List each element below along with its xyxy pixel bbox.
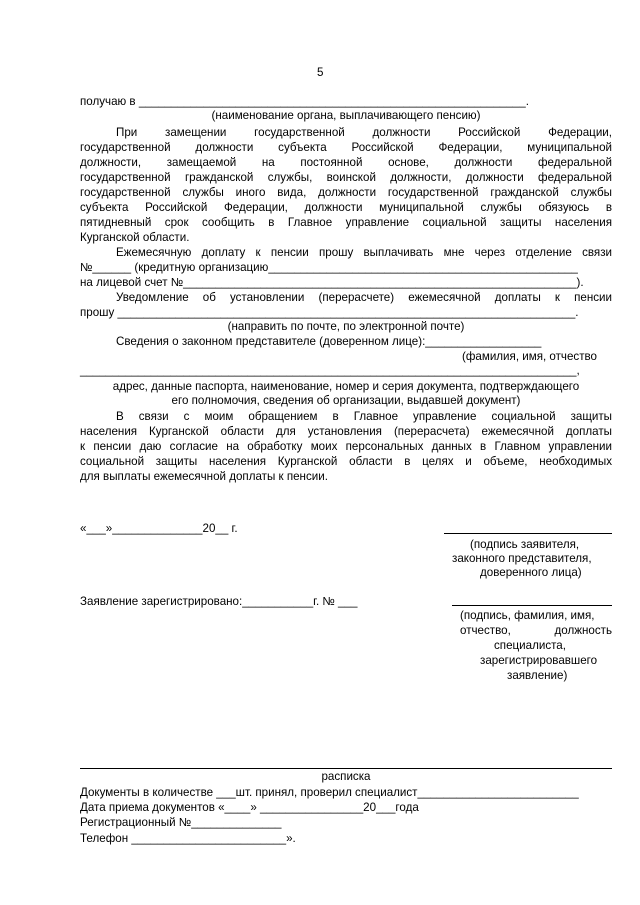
receipt-line2: Дата приема документов «____» ________________20___года	[80, 801, 419, 814]
receipt-separator	[80, 768, 612, 769]
applicant-sign-caption-2: законного представителя,	[452, 552, 592, 565]
consent-line4: социальной защиты населения Курганской области в целях и объеме, необходимых	[80, 455, 612, 468]
caption-pension-body: (наименование органа, выплачивающего пенсию)	[211, 109, 481, 122]
consent-line5: для выплаты ежемесячной доплаты к пенсии.	[80, 470, 328, 483]
specialist-sign-caption-4: зарегистрировавшего	[480, 654, 598, 667]
consent-line2: населения Курганской области для установления (перерасчета) ежемесячной доплаты	[80, 425, 612, 438]
consent-line1: В связи с моим обращением в Главное управление социальной защиты	[116, 410, 612, 423]
caption-fio: (фамилия, имя, отчество	[462, 350, 597, 363]
applicant-sign-caption-3: доверенного лица)	[480, 566, 582, 579]
receipt-title: расписка	[321, 770, 371, 783]
date-line: «___»______________20__ г.	[80, 522, 238, 535]
para1-line5: государственной службы иного вида, должности государственной гражданской службы	[80, 186, 612, 199]
para2-line1: Ежемесячную доплату к пенсии прошу выплачивать мне через отделение связи	[116, 246, 612, 259]
notify-line1: Уведомление об установлении (перерасчете) ежемесячной доплаты к пенсии	[116, 291, 612, 304]
representative-blank: _____________________________________________________________________________,	[80, 364, 580, 377]
page-number: 5	[317, 66, 324, 79]
caption-passport: адрес, данные паспорта, наименование, номер и серия документа, подтверждающего	[112, 380, 580, 393]
registered-line: Заявление зарегистрировано:___________г. № ___	[80, 595, 358, 608]
receipt-line3: Регистрационный №______________	[80, 816, 282, 829]
notify-line2: прошу _______________________________________________________________________.	[80, 306, 579, 319]
applicant-sign-caption-1: (подпись заявителя,	[470, 538, 580, 551]
para2-line3: на лицевой счет №_____________________________________________________________).	[80, 276, 584, 289]
representative-line: Сведения о законном представителе (доверенном лице):__________________	[116, 335, 542, 348]
specialist-signature-rule	[452, 605, 612, 606]
specialist-sign-caption-1: (подпись, фамилия, имя,	[460, 609, 595, 622]
para1-line7: пятидневный срок сообщить в Главное управление социальной защиты населения	[80, 216, 612, 229]
para2-line2: №______ (кредитную организацию________________________________________________	[80, 261, 578, 274]
receipt-line4: Телефон ________________________».	[80, 832, 296, 845]
specialist-sign-caption-3: специалиста,	[494, 639, 566, 652]
para1-line8: Курганской области.	[80, 231, 190, 244]
specialist-sign-caption-2: отчество, должность	[460, 624, 612, 637]
para1-line3: должности, замещаемой на постоянной основе, должности федеральной	[80, 156, 612, 169]
specialist-sign-caption-5: заявление)	[507, 669, 568, 682]
caption-delivery: (направить по почте, по электронной почте)	[227, 320, 465, 333]
receive-line: получаю в ____________________________________________________________.	[80, 95, 529, 108]
para1-line4: государственной гражданской службы, воинской должности, должности федеральной	[80, 171, 612, 184]
para1-line1: При замещении государственной должности Российской Федерации,	[116, 126, 612, 139]
consent-line3: к пенсии даю согласие на обработку моих персональных данных в Главном управлении	[80, 440, 612, 453]
para1-line2: государственной должности субъекта Российской Федерации, муниципальной	[80, 141, 612, 154]
receipt-line1: Документы в количестве ___шт. принял, проверил специалист_________________________	[80, 786, 579, 799]
caption-authority: его полномочия, сведения об организации, выдавшей документ)	[171, 394, 521, 407]
applicant-signature-rule	[444, 533, 612, 534]
para1-line6: субъекта Российской Федерации, должности муниципальной службы обязуюсь в	[80, 201, 612, 214]
